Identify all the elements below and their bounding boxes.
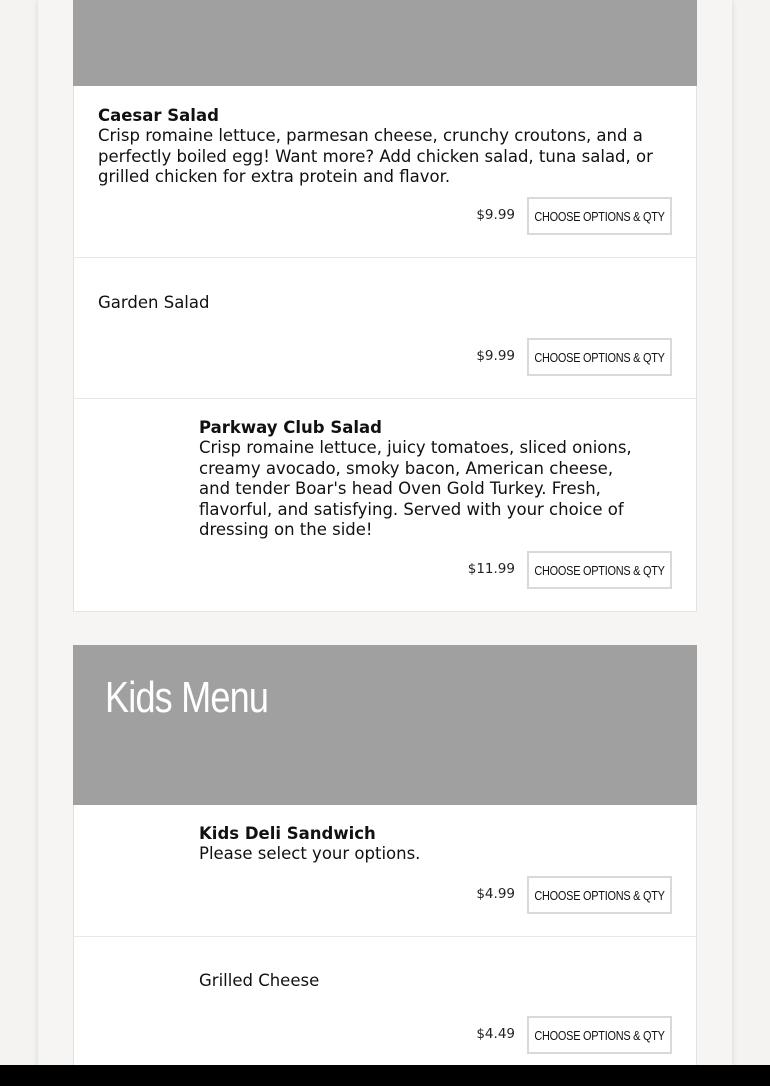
choose-options-button[interactable] (527, 551, 672, 589)
menu-item-kids-deli-sandwich (74, 805, 696, 937)
item-price: $9.99 (476, 348, 515, 364)
item-text (98, 106, 658, 188)
bottom-bar (0, 1065, 770, 1086)
button-label: CHOOSE OPTIONS & QTY (534, 349, 665, 365)
item-price: $11.99 (467, 561, 515, 577)
item-name: Grilled Cheese (199, 971, 320, 990)
item-description: Crisp romaine lettuce, juicy tomatoes, sliced onions, creamy avocado, smoky bacon, American cheese, and tender Boar's head Oven Gold Turkey. Fresh, flavorful, and satisfying. Served with your choice of dressing on the side! (199, 438, 632, 540)
item-price: $9.99 (476, 207, 515, 223)
item-name: Kids Deli Sandwich (199, 824, 376, 843)
item-price: $4.99 (476, 886, 515, 902)
item-text (199, 418, 635, 540)
button-label: CHOOSE OPTIONS & QTY (534, 208, 665, 224)
item-name: Parkway Club Salad (199, 418, 382, 437)
menu-item-garden-salad (74, 258, 696, 399)
menu-item-parkway-club-salad (74, 399, 696, 611)
item-name: Caesar Salad (98, 106, 219, 125)
item-name: Garden Salad (98, 293, 210, 312)
choose-options-button[interactable] (527, 197, 672, 235)
button-label: CHOOSE OPTIONS & QTY (534, 562, 665, 578)
menu-item-caesar-salad (74, 86, 696, 258)
choose-options-button[interactable] (527, 876, 672, 914)
item-description: Crisp romaine lettuce, parmesan cheese, crunchy croutons, and a perfectly boiled egg! Want more? Add chicken salad, tuna salad, or grilled chicken for extra protein and flavor. (98, 126, 653, 187)
item-price: $4.49 (476, 1026, 515, 1042)
button-label: CHOOSE OPTIONS & QTY (534, 887, 665, 903)
menu-item-grilled-cheese (74, 937, 696, 1077)
choose-options-button[interactable] (527, 338, 672, 376)
kids-menu-list (73, 805, 697, 1077)
salads-banner-image (73, 0, 697, 86)
salads-menu-list (73, 86, 697, 612)
button-label: CHOOSE OPTIONS & QTY (534, 1027, 665, 1043)
section-title: Kids Menu (105, 673, 269, 722)
kids-menu-banner (73, 645, 697, 805)
item-description: Please select your options. (199, 844, 421, 864)
item-text (199, 824, 629, 865)
choose-options-button[interactable] (527, 1016, 672, 1054)
